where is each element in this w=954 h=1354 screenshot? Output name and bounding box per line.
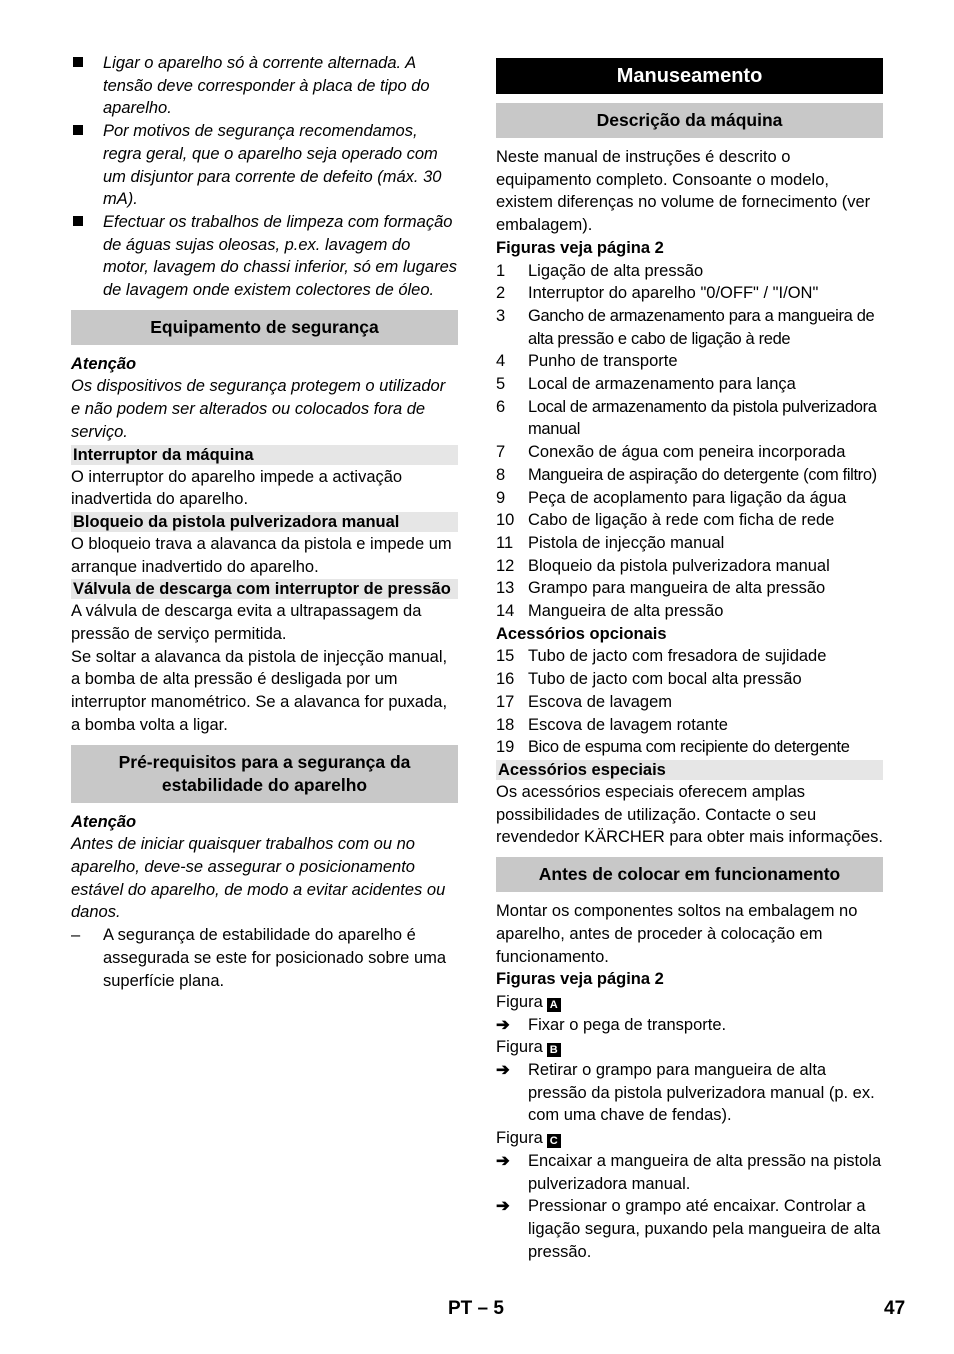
description-intro: Neste manual de instruções é descrito o equipamento completo. Consoante o modelo, existem diferenças no volume de fornecimento (ver embalagem). xyxy=(496,148,871,235)
before-start-intro: Montar os componentes soltos na embalagem no aparelho, antes de proceder à colocação em funcionamento. xyxy=(496,902,858,966)
dash-symbol: – xyxy=(71,926,81,945)
relief-valve-text-2: Se soltar a alavanca da pistola de injecção manual, a bomba de alta pressão é desligada por um interruptor manométrico. Se a alavanca for puxada, a bomba volta a ligar. xyxy=(71,647,448,734)
list-item-number: 17 xyxy=(496,692,515,711)
list-item-number: 10 xyxy=(496,511,515,530)
list-item xyxy=(496,305,883,350)
instruction-step: ➔ Pressionar o grampo até encaixar. Controlar a ligação segura, puxando pela mangueira de alta pressão. xyxy=(496,1197,881,1261)
square-bullet-icon xyxy=(73,125,83,135)
list-item xyxy=(496,260,883,283)
instruction-step: ➔ Retirar o grampo para mangueira de alta pressão da pistola pulverizadora manual (p. ex. com uma chave de fendas). xyxy=(496,1061,875,1125)
list-item xyxy=(496,600,883,623)
arrow-right-icon: ➔ xyxy=(496,1015,510,1034)
arrow-right-icon: ➔ xyxy=(496,1197,510,1216)
relief-valve-text: A válvula de descarga evita a ultrapassagem da pressão de serviço permitida. xyxy=(71,602,422,644)
safety-bullet: Efectuar os trabalhos de limpeza com formação de águas sujas oleosas, p.ex. lavagem do motor, lavagem do chassi inferior, só em lugares de lavagem onde existem colectores de óleo. xyxy=(71,211,458,302)
list-item xyxy=(496,396,883,441)
list-item xyxy=(496,532,883,555)
square-bullet-icon xyxy=(73,216,83,226)
list-item-number: 15 xyxy=(496,647,515,666)
list-item-text: Interruptor do aparelho "0/OFF" / "I/ON" xyxy=(528,284,819,303)
section-heading-stability: Pré-requisitos para a segurança da estabilidade do aparelho xyxy=(71,745,458,803)
list-item xyxy=(496,350,883,373)
list-item xyxy=(496,714,883,737)
attention-label: Atenção xyxy=(71,812,137,831)
instruction-step: ➔ Fixar o pega de transporte. xyxy=(496,1014,883,1037)
list-item-number: 13 xyxy=(496,579,515,598)
optional-accessories-label: Acessórios opcionais xyxy=(496,624,667,643)
list-item-text: Bloqueio da pistola pulverizadora manual xyxy=(528,556,830,575)
list-item-text: Local de armazenamento para lança xyxy=(528,375,796,394)
figure-ref-a: Figura A xyxy=(496,991,883,1014)
list-item-text: Conexão de água com peneira incorporada xyxy=(528,443,846,462)
list-item-text: Cabo de ligação à rede com ficha de rede xyxy=(528,511,835,530)
list-item xyxy=(496,577,883,600)
list-item-number: 18 xyxy=(496,715,515,734)
section-heading-before-start: Antes de colocar em funcionamento xyxy=(496,857,883,892)
main-heading: Manuseamento xyxy=(496,58,883,94)
list-item-number: 12 xyxy=(496,556,515,575)
attention-label: Atenção xyxy=(71,354,137,373)
list-item xyxy=(496,441,883,464)
safety-bullet: Ligar o aparelho só à corrente alternada. A tensão deve corresponder à placa de tipo do aparelho. xyxy=(71,52,458,120)
list-item-text: Ligação de alta pressão xyxy=(528,261,704,280)
section-heading-safety-equipment: Equipamento de segurança xyxy=(71,310,458,345)
subheading-machine-switch: Interruptor da máquina xyxy=(71,445,458,465)
list-item xyxy=(496,373,883,396)
list-item xyxy=(496,487,883,510)
gun-lock-text: O bloqueio trava a alavanca da pistola e impede um arranque inadvertido do aparelho. xyxy=(71,534,452,576)
list-item-number: 14 xyxy=(496,602,515,621)
list-item xyxy=(496,736,883,759)
right-column xyxy=(496,52,883,1263)
figure-ref-c: Figura C xyxy=(496,1127,883,1150)
list-item xyxy=(496,555,883,578)
section-heading-machine-description: Descrição da máquina xyxy=(496,103,883,138)
attention-text: Os dispositivos de segurança protegem o utilizador e não podem ser alterados ou colocados fora de serviço. xyxy=(71,377,446,441)
list-item xyxy=(496,645,883,668)
list-item-text: Tubo de jacto com bocal alta pressão xyxy=(528,670,802,689)
list-item xyxy=(496,668,883,691)
arrow-right-icon: ➔ xyxy=(496,1151,510,1170)
subheading-special-accessories: Acessórios especiais xyxy=(496,760,883,780)
list-item xyxy=(496,509,883,532)
list-item-text: Grampo para mangueira de alta pressão xyxy=(528,579,826,598)
list-item-number: 5 xyxy=(496,375,506,394)
list-item xyxy=(496,464,883,487)
list-item-text: Mangueira de alta pressão xyxy=(528,602,724,621)
arrow-right-icon: ➔ xyxy=(496,1061,510,1080)
list-item-text: Gancho de armazenamento para a mangueira de alta pressão e cabo de ligação à rede xyxy=(528,306,875,348)
list-item-number: 11 xyxy=(496,533,514,552)
list-item-number: 1 xyxy=(496,261,506,280)
list-item-number: 19 xyxy=(496,738,515,757)
safety-bullet: Por motivos de segurança recomendamos, regra geral, que o aparelho seja operado com um disjuntor para corrente de defeito (máx. 30 mA). xyxy=(71,120,458,211)
list-item xyxy=(496,282,883,305)
subheading-relief-valve: Válvula de descarga com interruptor de pressão xyxy=(71,579,458,599)
list-item xyxy=(496,691,883,714)
list-item-text: Tubo de jacto com fresadora de sujidade xyxy=(528,647,827,666)
list-item-text: Mangueira de aspiração do detergente (com filtro) xyxy=(528,465,877,484)
instruction-step: ➔ Encaixar a mangueira de alta pressão na pistola pulverizadora manual. xyxy=(496,1151,882,1193)
attention-text: Antes de iniciar quaisquer trabalhos com ou no aparelho, deve-se assegurar o posicionamento estável do aparelho, de modo a evitar acidentes ou danos. xyxy=(71,835,446,922)
list-item-text: Peça de acoplamento para ligação da água xyxy=(528,488,847,507)
square-bullet-icon xyxy=(73,57,83,67)
list-item-text: Punho de transporte xyxy=(528,352,678,371)
dash-item: – A segurança de estabilidade do aparelho é assegurada se este for posicionado sobre uma superfície plana. xyxy=(71,926,447,990)
list-item-number: 16 xyxy=(496,670,515,689)
machine-switch-text: O interruptor do aparelho impede a activação inadvertida do aparelho. xyxy=(71,467,403,509)
list-item-number: 9 xyxy=(496,488,506,507)
figures-label: Figuras veja página 2 xyxy=(496,238,664,257)
list-item-number: 7 xyxy=(496,443,506,462)
list-item-number: 3 xyxy=(496,306,506,325)
left-column xyxy=(71,52,458,992)
figure-a-box-icon: A xyxy=(547,998,561,1012)
list-item-text: Pistola de injecção manual xyxy=(528,533,725,552)
figures-label: Figuras veja página 2 xyxy=(496,970,664,989)
figure-c-box-icon: C xyxy=(547,1134,561,1148)
optional-accessories-list xyxy=(496,645,883,759)
list-item-number: 8 xyxy=(496,465,506,484)
list-item-number: 6 xyxy=(496,397,506,416)
list-item-number: 4 xyxy=(496,352,506,371)
footer-language-page: PT – 5 xyxy=(448,1298,504,1319)
parts-list xyxy=(496,260,883,623)
special-accessories-text: Os acessórios especiais oferecem amplas possibilidades de utilização. Contacte o seu revendedor KÄRCHER para obter mais informações. xyxy=(496,782,884,847)
figure-ref-b: Figura B xyxy=(496,1036,883,1059)
subheading-gun-lock: Bloqueio da pistola pulverizadora manual xyxy=(71,512,458,532)
list-item-text: Bico de espuma com recipiente do detergente xyxy=(528,738,850,757)
list-item-number: 2 xyxy=(496,284,506,303)
list-item-text: Local de armazenamento da pistola pulverizadora manual xyxy=(528,397,877,439)
list-item-text: Escova de lavagem rotante xyxy=(528,715,728,734)
list-item-text: Escova de lavagem xyxy=(528,692,672,711)
figure-b-box-icon: B xyxy=(547,1043,561,1057)
footer-page-number: 47 xyxy=(884,1298,906,1319)
